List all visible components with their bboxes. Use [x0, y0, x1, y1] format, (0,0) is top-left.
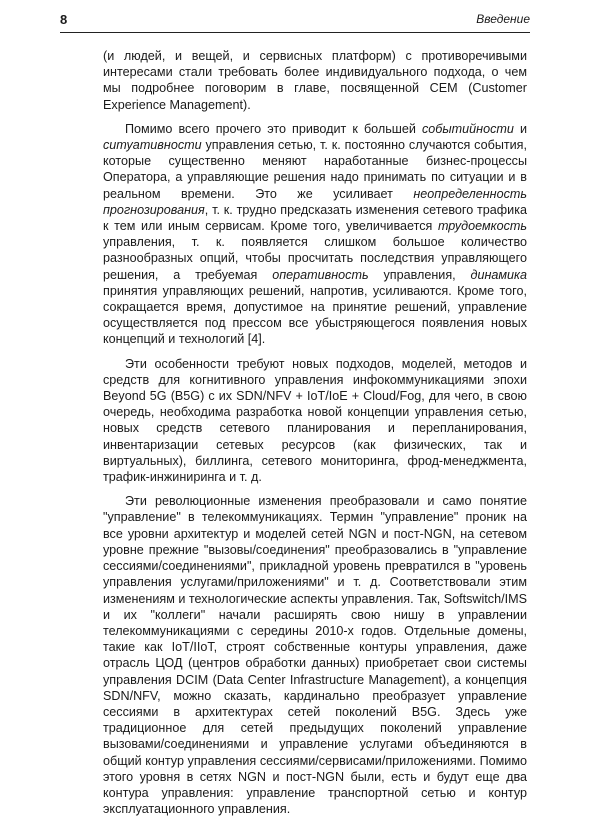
- text-fragment: , т. к. трудно предсказать изменения сетевого трафика к тем или иным сервисам. Кроме того, увеличивается: [103, 202, 527, 234]
- text-fragment: управления,: [368, 267, 471, 282]
- text-fragment: Помимо всего прочего это приводит к большей: [125, 121, 422, 136]
- emphasis-laboriousness: трудоемкость: [437, 219, 527, 234]
- running-title: Введение: [476, 12, 530, 26]
- emphasis-promptness: оперативность: [272, 267, 369, 282]
- paragraph-new-approaches: Эти особенности требуют новых подходов, моделей, методов и средств для когнитивного управления инфокоммуникациями эпохи Beyond 5G (B5G) с их SDN/NFV + IoT/IoE + Cloud/Fog, для чего, в свою очередь, необходима разработка новой концепции управления сетью, новых средств сетевого планирования и перепланирования, инвентаризации сетевых ресурсов (как физических, так и виртуальных), биллинга, сетевого мониторинга, фрод-менеджмента, трафик-инжиниринга и т. д.: [103, 356, 527, 485]
- emphasis-eventfulness: событийности: [422, 121, 514, 136]
- body-text: [103, 48, 527, 825]
- emphasis-forecast-uncertainty: неопределенность прогнозирования: [103, 186, 527, 217]
- header-rule: [60, 32, 530, 33]
- text-fragment: и: [513, 121, 527, 136]
- paragraph-revolutionary-changes: Эти революционные изменения преобразовали и само понятие "управление" в телекоммуникациях. Термин "управление" проник на все уровни архитектур и моделей сетей NGN и пост-NGN, на сетевом уровне прежние "вызовы/соединения" преобразовались в "управление сессиями/соединениями", прикладной уровень превратился в "уровень управления услугами/приложениями" и т. д. Соответствовали этим изменениям и технологические аспекты управления. Так, Softswitch/IMS и их "коллеги" начали расширять свою нишу в управлении телекоммуникациями с середины 2010-х годов. Отдельные домены, такие как IoT/IIoT, строят собственные контуры управления, даже отрасль ЦОД (центров обработки данных) приобретает свои системы управления DCIM (Data Center Infrastructure Management), а концепция SDN/NFV, можно сказать, кардинально преобразует управление сессиями в архитектурах сетей поколений B5G. Здесь уже традиционное для сетей предыдущих поколений управление вызовами/соединениями и управление услугами объединяются в общий контур управления сессиями/сервисами/приложениями. Помимо этого уровня в сетях NGN и пост-NGN были, есть и будут еще два контура управления: управление транспортной сетью и контур эксплуатационного управления.: [103, 494, 527, 817]
- text-fragment: управления, т. к. появляется слишком большое количество разнообразных опций, чтобы просчитать последствия управляющего решения, а требуемая: [103, 235, 527, 282]
- emphasis-dynamics: динамика: [470, 267, 527, 282]
- text-fragment: управления сетью, т. к. постоянно случаются события, которые существенно меняют наработанные бизнес-процессы Оператора, а управляющие решения надо принимать по ситуации и в реальном времени. Это же усиливает: [103, 138, 527, 201]
- paragraph-management-factors: [103, 121, 527, 348]
- page-header: [60, 12, 530, 30]
- page-number: 8: [60, 12, 68, 27]
- emphasis-situativeness: ситуативности: [103, 138, 202, 153]
- text-fragment: принятия управляющих решений, напротив, усиливаются. Кроме того, сокращается время, допустимое на принятие решений, управление осуществляется под прессом все убыстряющегося появления новых концепций и технологий [4].: [103, 283, 527, 347]
- paragraph-continuation: (и людей, и вещей, и сервисных платформ) с противоречивыми интересами стали требовать более индивидуального подхода, о чем мы подробнее поговорим в главе, посвященной CEM (Customer Experience Management).: [103, 49, 527, 112]
